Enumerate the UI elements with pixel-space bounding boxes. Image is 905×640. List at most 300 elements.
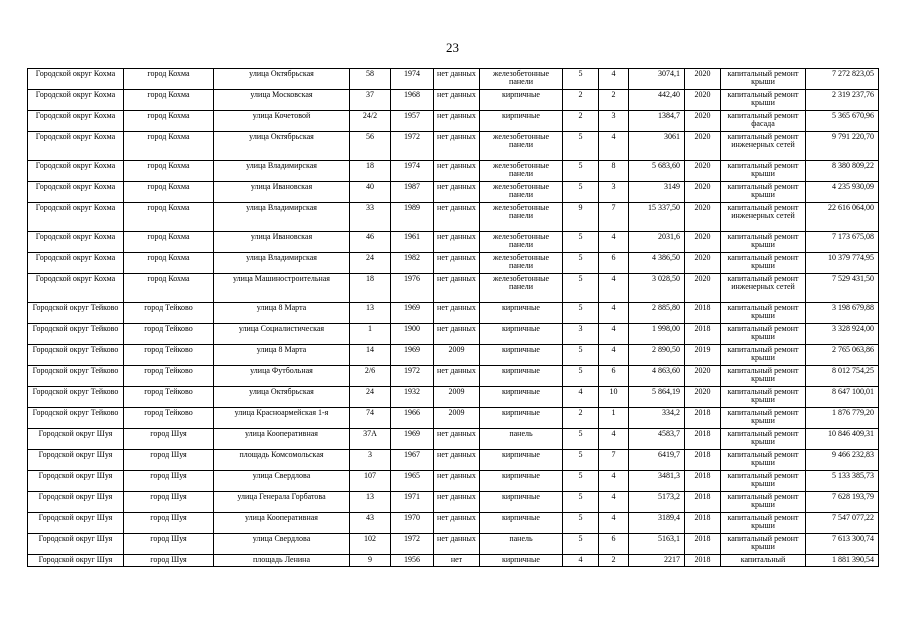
cell-street: улица Кооперативная [214,513,350,534]
cell-house-number: 13 [350,303,391,324]
cell-entrances: 6 [599,366,629,387]
table-row [28,450,879,471]
cell-house-number: 107 [350,471,391,492]
cell-wall-material: кирпичные [480,450,563,471]
cell-settlement: город Шуя [124,555,214,567]
cell-floors: 5 [563,366,599,387]
cell-street: улица Социалистическая [214,324,350,345]
cell-entrances: 6 [599,534,629,555]
cell-settlement: город Кохма [124,90,214,111]
cell-municipality: Городской округ Тейково [28,387,124,408]
cell-planned-year: 2018 [685,534,721,555]
cell-work-type: капитальный ремонт инженерных сетей [721,274,806,303]
cell-year-built: 1968 [391,90,434,111]
cell-planned-year: 2020 [685,232,721,253]
cell-street: улица Владимирская [214,161,350,182]
table-row [28,324,879,345]
cell-wall-material: железобетонные панели [480,182,563,203]
cell-wall-material: кирпичные [480,471,563,492]
table-row [28,303,879,324]
cell-wall-material: кирпичные [480,324,563,345]
cell-settlement: город Кохма [124,203,214,232]
cell-settlement: город Тейково [124,366,214,387]
cell-settlement: город Кохма [124,274,214,303]
cell-cost: 1 881 390,54 [806,555,879,567]
cell-work-type: капитальный ремонт крыши [721,408,806,429]
cell-street: улица Владимирская [214,203,350,232]
cell-house-number: 58 [350,69,391,90]
cell-settlement: город Кохма [124,182,214,203]
table-row [28,429,879,450]
cell-year-built: 1974 [391,69,434,90]
cell-street: улица Кооперативная [214,429,350,450]
cell-floors: 5 [563,161,599,182]
cell-work-type: капитальный ремонт крыши [721,387,806,408]
cell-cost: 22 616 064,00 [806,203,879,232]
cell-settlement: город Кохма [124,69,214,90]
cell-entrances: 10 [599,387,629,408]
cell-total-area: 5 864,19 [629,387,685,408]
table-row [28,366,879,387]
cell-year-built: 1971 [391,492,434,513]
cell-entrances: 4 [599,303,629,324]
cell-total-area: 5163,1 [629,534,685,555]
cell-overhaul-year: 2009 [434,387,480,408]
cell-work-type: капитальный ремонт инженерных сетей [721,203,806,232]
cell-planned-year: 2020 [685,111,721,132]
cell-wall-material: кирпичные [480,366,563,387]
cell-total-area: 3061 [629,132,685,161]
cell-cost: 7 628 193,79 [806,492,879,513]
cell-entrances: 4 [599,132,629,161]
cell-overhaul-year: 2009 [434,345,480,366]
cell-street: улица 8 Марта [214,345,350,366]
cell-total-area: 2031,6 [629,232,685,253]
cell-municipality: Городской округ Шуя [28,555,124,567]
cell-work-type: капитальный ремонт крыши [721,513,806,534]
table-row [28,232,879,253]
cell-overhaul-year: нет данных [434,450,480,471]
cell-wall-material: железобетонные панели [480,232,563,253]
cell-planned-year: 2018 [685,429,721,450]
cell-settlement: город Кохма [124,232,214,253]
cell-overhaul-year: нет данных [434,182,480,203]
cell-year-built: 1966 [391,408,434,429]
cell-entrances: 4 [599,513,629,534]
cell-year-built: 1969 [391,345,434,366]
cell-work-type: капитальный [721,555,806,567]
cell-street: улица Октябрьская [214,69,350,90]
cell-house-number: 14 [350,345,391,366]
cell-cost: 7 529 431,50 [806,274,879,303]
cell-house-number: 37 [350,90,391,111]
cell-floors: 3 [563,324,599,345]
cell-wall-material: кирпичные [480,111,563,132]
cell-cost: 7 613 300,74 [806,534,879,555]
cell-entrances: 1 [599,408,629,429]
cell-entrances: 7 [599,450,629,471]
cell-municipality: Городской округ Кохма [28,274,124,303]
cell-wall-material: железобетонные панели [480,132,563,161]
cell-street: улица Кочетовой [214,111,350,132]
cell-floors: 5 [563,274,599,303]
cell-settlement: город Шуя [124,492,214,513]
cell-entrances: 3 [599,111,629,132]
cell-total-area: 3 028,50 [629,274,685,303]
cell-house-number: 24 [350,387,391,408]
cell-year-built: 1970 [391,513,434,534]
cell-year-built: 1969 [391,429,434,450]
cell-municipality: Городской округ Тейково [28,345,124,366]
cell-cost: 9 466 232,83 [806,450,879,471]
cell-floors: 2 [563,111,599,132]
cell-municipality: Городской округ Шуя [28,513,124,534]
cell-total-area: 1384,7 [629,111,685,132]
cell-entrances: 2 [599,555,629,567]
cell-cost: 2 319 237,76 [806,90,879,111]
cell-street: улица Свердлова [214,471,350,492]
cell-overhaul-year: нет данных [434,513,480,534]
cell-year-built: 1987 [391,182,434,203]
cell-entrances: 6 [599,253,629,274]
cell-overhaul-year: нет данных [434,534,480,555]
table-row [28,387,879,408]
cell-work-type: капитальный ремонт крыши [721,492,806,513]
cell-floors: 5 [563,232,599,253]
cell-year-built: 1972 [391,534,434,555]
cell-street: улица Генерала Горбатова [214,492,350,513]
cell-work-type: капитальный ремонт крыши [721,69,806,90]
cell-year-built: 1965 [391,471,434,492]
cell-wall-material: железобетонные панели [480,203,563,232]
cell-work-type: капитальный ремонт крыши [721,161,806,182]
cell-municipality: Городской округ Кохма [28,232,124,253]
table-row [28,90,879,111]
cell-wall-material: кирпичные [480,408,563,429]
cell-house-number: 1 [350,324,391,345]
cell-settlement: город Шуя [124,534,214,555]
table-row [28,111,879,132]
cell-entrances: 4 [599,69,629,90]
cell-municipality: Городской округ Шуя [28,429,124,450]
cell-street: площадь Комсомольская [214,450,350,471]
cell-house-number: 37А [350,429,391,450]
cell-total-area: 1 998,00 [629,324,685,345]
cell-floors: 5 [563,471,599,492]
cell-entrances: 7 [599,203,629,232]
cell-wall-material: кирпичные [480,387,563,408]
cell-floors: 5 [563,345,599,366]
cell-planned-year: 2018 [685,492,721,513]
cell-municipality: Городской округ Шуя [28,471,124,492]
cell-planned-year: 2020 [685,69,721,90]
cell-cost: 5 133 385,73 [806,471,879,492]
cell-total-area: 5173,2 [629,492,685,513]
cell-year-built: 1900 [391,324,434,345]
cell-planned-year: 2018 [685,513,721,534]
cell-work-type: капитальный ремонт крыши [721,345,806,366]
cell-settlement: город Кохма [124,161,214,182]
cell-floors: 4 [563,387,599,408]
cell-year-built: 1956 [391,555,434,567]
cell-overhaul-year: нет данных [434,232,480,253]
cell-wall-material: кирпичные [480,345,563,366]
cell-total-area: 5 683,60 [629,161,685,182]
cell-work-type: капитальный ремонт крыши [721,90,806,111]
cell-year-built: 1969 [391,303,434,324]
cell-planned-year: 2018 [685,471,721,492]
cell-floors: 5 [563,450,599,471]
cell-planned-year: 2018 [685,555,721,567]
cell-house-number: 13 [350,492,391,513]
cell-floors: 5 [563,492,599,513]
cell-overhaul-year: нет данных [434,366,480,387]
cell-street: улица Свердлова [214,534,350,555]
cell-municipality: Городской округ Шуя [28,492,124,513]
cell-total-area: 4583,7 [629,429,685,450]
cell-entrances: 4 [599,345,629,366]
cell-overhaul-year: нет данных [434,90,480,111]
cell-year-built: 1982 [391,253,434,274]
cell-municipality: Городской округ Кохма [28,132,124,161]
cell-floors: 5 [563,132,599,161]
cell-settlement: город Кохма [124,253,214,274]
cell-cost: 10 379 774,95 [806,253,879,274]
cell-floors: 5 [563,429,599,450]
cell-planned-year: 2020 [685,274,721,303]
cell-house-number: 24/2 [350,111,391,132]
cell-entrances: 4 [599,492,629,513]
cell-wall-material: кирпичные [480,90,563,111]
cell-overhaul-year: нет данных [434,274,480,303]
cell-municipality: Городской округ Тейково [28,324,124,345]
cell-house-number: 43 [350,513,391,534]
cell-street: улица 8 Марта [214,303,350,324]
cell-floors: 5 [563,513,599,534]
cell-street: улица Октябрьская [214,132,350,161]
cell-planned-year: 2018 [685,324,721,345]
cell-work-type: капитальный ремонт крыши [721,366,806,387]
table-row [28,492,879,513]
cell-wall-material: железобетонные панели [480,161,563,182]
table-row [28,182,879,203]
cell-overhaul-year: нет данных [434,132,480,161]
cell-cost: 8 647 100,01 [806,387,879,408]
cell-overhaul-year: 2009 [434,408,480,429]
cell-settlement: город Тейково [124,303,214,324]
cell-work-type: капитальный ремонт крыши [721,182,806,203]
cell-wall-material: железобетонные панели [480,69,563,90]
cell-planned-year: 2020 [685,366,721,387]
cell-year-built: 1976 [391,274,434,303]
cell-planned-year: 2020 [685,90,721,111]
cell-total-area: 4 386,50 [629,253,685,274]
cell-floors: 4 [563,555,599,567]
cell-floors: 5 [563,253,599,274]
cell-work-type: капитальный ремонт крыши [721,324,806,345]
cell-planned-year: 2018 [685,303,721,324]
cell-street: улица Ивановская [214,232,350,253]
cell-planned-year: 2018 [685,450,721,471]
table-row [28,161,879,182]
cell-cost: 8 380 809,22 [806,161,879,182]
cell-street: улица Футбольная [214,366,350,387]
table-row [28,513,879,534]
cell-floors: 9 [563,203,599,232]
cell-total-area: 2 890,50 [629,345,685,366]
cell-cost: 5 365 670,96 [806,111,879,132]
cell-year-built: 1957 [391,111,434,132]
cell-year-built: 1972 [391,132,434,161]
cell-wall-material: кирпичные [480,555,563,567]
cell-municipality: Городской округ Шуя [28,534,124,555]
cell-planned-year: 2018 [685,408,721,429]
cell-wall-material: железобетонные панели [480,253,563,274]
cell-municipality: Городской округ Кохма [28,111,124,132]
cell-municipality: Городской округ Кохма [28,69,124,90]
cell-total-area: 6419,7 [629,450,685,471]
cell-work-type: капитальный ремонт крыши [721,303,806,324]
cell-entrances: 4 [599,232,629,253]
cell-total-area: 2 885,80 [629,303,685,324]
cell-street: улица Октябрьская [214,387,350,408]
cell-house-number: 18 [350,274,391,303]
cell-floors: 2 [563,408,599,429]
cell-settlement: город Тейково [124,345,214,366]
cell-entrances: 4 [599,471,629,492]
cell-entrances: 4 [599,274,629,303]
table-row [28,345,879,366]
cell-entrances: 8 [599,161,629,182]
cell-year-built: 1932 [391,387,434,408]
cell-wall-material: железобетонные панели [480,274,563,303]
cell-total-area: 4 863,60 [629,366,685,387]
cell-overhaul-year: нет данных [434,303,480,324]
cell-municipality: Городской округ Шуя [28,450,124,471]
cell-municipality: Городской округ Кохма [28,203,124,232]
cell-total-area: 3189,4 [629,513,685,534]
cell-street: улица Владимирская [214,253,350,274]
cell-settlement: город Шуя [124,429,214,450]
cell-total-area: 3149 [629,182,685,203]
cell-wall-material: кирпичные [480,513,563,534]
cell-year-built: 1972 [391,366,434,387]
cell-floors: 5 [563,534,599,555]
cell-house-number: 2/6 [350,366,391,387]
cell-cost: 8 012 754,25 [806,366,879,387]
cell-overhaul-year: нет данных [434,161,480,182]
cell-planned-year: 2020 [685,253,721,274]
cell-municipality: Городской округ Кохма [28,161,124,182]
cell-entrances: 4 [599,429,629,450]
cell-overhaul-year: нет данных [434,429,480,450]
cell-entrances: 2 [599,90,629,111]
cell-settlement: город Шуя [124,450,214,471]
cell-year-built: 1974 [391,161,434,182]
cell-street: улица Ивановская [214,182,350,203]
cell-street: улица Красноармейская 1-я [214,408,350,429]
cell-planned-year: 2020 [685,387,721,408]
cell-overhaul-year: нет данных [434,324,480,345]
cell-settlement: город Шуя [124,471,214,492]
cell-work-type: капитальный ремонт крыши [721,429,806,450]
cell-municipality: Городской округ Кохма [28,90,124,111]
table-row [28,253,879,274]
cell-work-type: капитальный ремонт фасада [721,111,806,132]
cell-house-number: 18 [350,161,391,182]
cell-municipality: Городской округ Тейково [28,408,124,429]
cell-overhaul-year: нет данных [434,253,480,274]
cell-planned-year: 2020 [685,203,721,232]
cell-municipality: Городской округ Тейково [28,303,124,324]
cell-settlement: город Кохма [124,111,214,132]
cell-total-area: 2217 [629,555,685,567]
cell-total-area: 442,40 [629,90,685,111]
cell-planned-year: 2020 [685,132,721,161]
cell-house-number: 3 [350,450,391,471]
cell-cost: 7 547 077,22 [806,513,879,534]
cell-wall-material: кирпичные [480,303,563,324]
table-row [28,69,879,90]
cell-overhaul-year: нет данных [434,492,480,513]
cell-settlement: город Тейково [124,324,214,345]
cell-wall-material: панель [480,534,563,555]
table-row [28,274,879,303]
cell-entrances: 3 [599,182,629,203]
cell-work-type: капитальный ремонт крыши [721,253,806,274]
cell-planned-year: 2020 [685,182,721,203]
table-row [28,534,879,555]
cell-overhaul-year: нет данных [434,111,480,132]
cell-cost: 10 846 409,31 [806,429,879,450]
cell-overhaul-year: нет данных [434,69,480,90]
cell-wall-material: кирпичные [480,492,563,513]
cell-house-number: 33 [350,203,391,232]
cell-floors: 5 [563,303,599,324]
cell-cost: 7 272 823,05 [806,69,879,90]
housing-registry-table [27,68,879,567]
cell-wall-material: панель [480,429,563,450]
cell-cost: 2 765 063,86 [806,345,879,366]
cell-planned-year: 2019 [685,345,721,366]
cell-house-number: 74 [350,408,391,429]
cell-settlement: город Шуя [124,513,214,534]
cell-floors: 2 [563,90,599,111]
cell-cost: 9 791 220,70 [806,132,879,161]
cell-cost: 4 235 930,09 [806,182,879,203]
table-row [28,555,879,567]
cell-house-number: 40 [350,182,391,203]
registry-body [28,69,879,567]
cell-cost: 7 173 675,08 [806,232,879,253]
cell-street: улица Машиностроительная [214,274,350,303]
cell-work-type: капитальный ремонт крыши [721,232,806,253]
cell-settlement: город Тейково [124,387,214,408]
cell-work-type: капитальный ремонт крыши [721,471,806,492]
cell-work-type: капитальный ремонт крыши [721,450,806,471]
cell-overhaul-year: нет [434,555,480,567]
cell-settlement: город Тейково [124,408,214,429]
cell-year-built: 1967 [391,450,434,471]
cell-street: улица Московская [214,90,350,111]
cell-total-area: 15 337,50 [629,203,685,232]
cell-planned-year: 2020 [685,161,721,182]
cell-municipality: Городской округ Тейково [28,366,124,387]
cell-work-type: капитальный ремонт инженерных сетей [721,132,806,161]
table-row [28,471,879,492]
cell-total-area: 3481,3 [629,471,685,492]
cell-house-number: 24 [350,253,391,274]
